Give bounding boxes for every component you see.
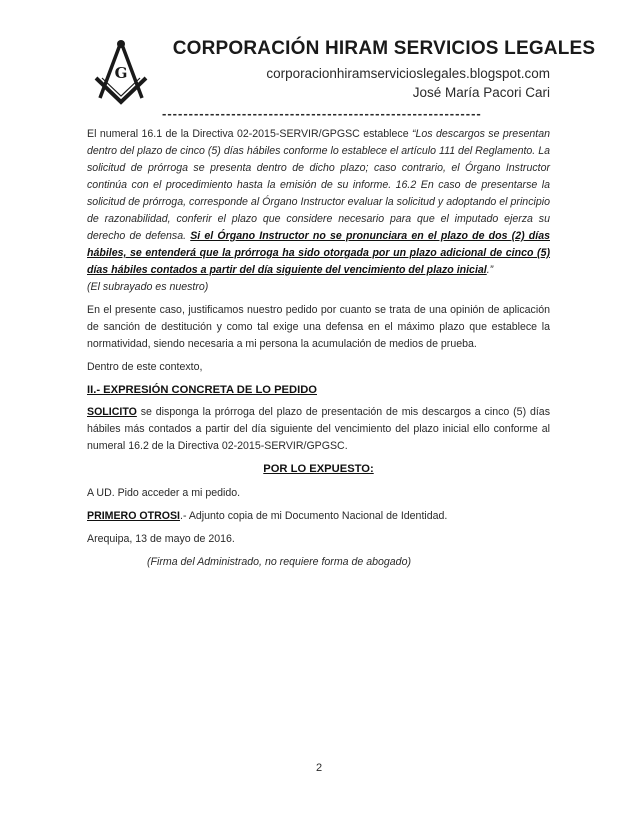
paragraph-directiva-quote	[87, 126, 550, 296]
page-number: 2	[315, 762, 323, 774]
paragraph-justification: En el presente caso, justificamos nuestro pedido por cuanto se trata de una opinión de aplicación de sanción de destitución y como tal exige una defensa en el máximo plazo que establece la normatividad, siendo necesaria a mi persona la acumulación de medios de prueba.	[87, 304, 550, 350]
section-heading: II.- EXPRESIÓN CONCRETA DE LO PEDIDO	[87, 384, 317, 396]
por-lo-expuesto-heading: POR LO EXPUESTO:	[263, 463, 374, 475]
underline-note: (El subrayado es nuestro)	[87, 281, 209, 293]
paragraph-otrosi	[87, 508, 550, 525]
blog-url: corporacionhiramservicioslegales.blogspot.com	[266, 66, 550, 81]
header-dashed-rule: ------------------------------------------------------------	[162, 106, 482, 121]
paragraph-pido: A UD. Pido acceder a mi pedido.	[87, 487, 241, 499]
svg-text:G: G	[114, 64, 128, 82]
organization-title: CORPORACIÓN HIRAM SERVICIOS LEGALES	[172, 38, 596, 59]
solicito-label: SOLICITO	[87, 406, 137, 418]
document-body	[87, 126, 550, 577]
otrosi-label: PRIMERO OTROSI	[87, 510, 180, 522]
paragraph-solicito	[87, 404, 550, 455]
paragraph-date: Arequipa, 13 de mayo de 2016.	[87, 533, 235, 545]
p1-quote-end: .”	[486, 264, 494, 276]
paragraph-context: Dentro de este contexto,	[87, 361, 203, 373]
author-name: José María Pacori Cari	[412, 85, 550, 100]
signature-note: (Firma del Administrado, no requiere forma de abogado)	[147, 556, 411, 568]
solicito-text: se disponga la prórroga del plazo de presentación de mis descargos a cinco (5) días hábiles más contados a partir del día siguiente del vencimiento del plazo inicial ello conforme al numeral 16.2 de la Directiva 02-2015-SERVIR/GPGSC.	[87, 406, 550, 452]
p1-quote: “Los descargos se presentan dentro del plazo de cinco (5) días hábiles conforme lo establece el artículo 111 del Reglamento. La solicitud de prórroga se presenta dentro de dicho plazo; caso contrario, el Órgano Instructor continúa con el procedimiento hasta la emisión de su informe. 16.2 En caso de presentarse la solicitud de prórroga, corresponde al Órgano Instructor evaluar la solicitud y adoptando el principio de razonabilidad, conferir el plazo que considere necesario para que el imputado ejerza su derecho de defensa.	[87, 128, 551, 242]
p1-intro: El numeral 16.1 de la Directiva 02-2015-SERVIR/GPGSC establece	[87, 128, 412, 140]
otrosi-text: .- Adjunto copia de mi Documento Nacional de Identidad.	[180, 510, 448, 522]
p1-underlined-quote: Si el Órgano Instructor no se pronunciara en el plazo de dos (2) días hábiles, se entenderá que la prórroga ha sido otorgada por un plazo adicional de cinco (5) días hábiles contados a partir del día siguiente del vencimiento del plazo inicial	[87, 230, 550, 276]
